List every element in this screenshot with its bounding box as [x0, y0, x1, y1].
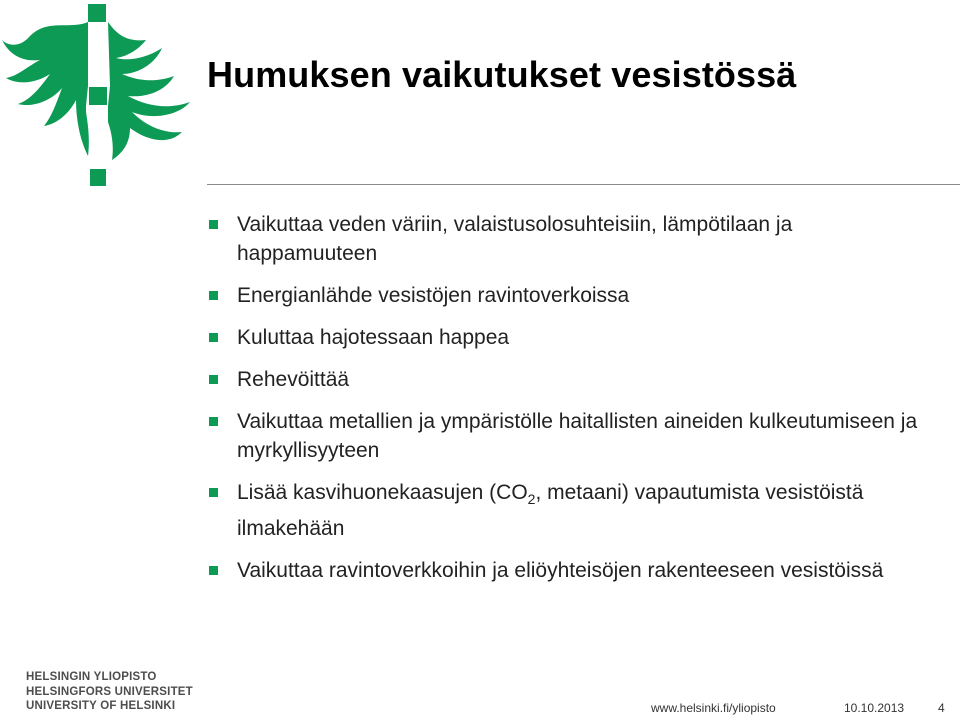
square-bullet-icon — [209, 333, 218, 342]
bullet-item — [207, 407, 927, 465]
bullet-text — [237, 481, 863, 540]
bullet-text: Kuluttaa hajotessaan happea — [237, 326, 510, 349]
square-bullet-icon — [209, 417, 218, 426]
footer-url: www.helsinki.fi/yliopisto — [651, 701, 776, 715]
slide-title: Humuksen vaikutukset vesistössä — [207, 54, 797, 95]
bullet-text: Vaikuttaa ravintoverkkoihin ja eliöyhteisöjen rakenteeseen vesistöissä — [237, 559, 884, 582]
title-divider — [207, 184, 960, 185]
square-bullet-icon — [209, 566, 218, 575]
bullet-item — [207, 365, 927, 394]
bullet-item — [207, 478, 927, 543]
bullet-text-pre: Lisää kasvihuonekaasujen (CO — [237, 481, 528, 504]
page-number: 4 — [938, 701, 945, 715]
bullet-item — [207, 210, 927, 268]
university-wordmark — [26, 670, 193, 714]
bullet-text: Energianlähde vesistöjen ravintoverkoissa — [237, 284, 630, 307]
bullet-item — [207, 281, 927, 310]
bullet-list — [207, 210, 927, 598]
bullet-text: Vaikuttaa veden väriin, valaistusolosuhteisiin, lämpötilaan ja happamuuteen — [237, 213, 793, 265]
subscript-two: 2 — [527, 491, 536, 507]
square-bullet-icon — [209, 291, 218, 300]
square-bullet-icon — [209, 488, 218, 497]
square-bullet-icon — [209, 375, 218, 384]
wordmark-line-fi: HELSINGIN YLIOPISTO — [26, 671, 157, 683]
square-bullet-icon — [209, 220, 218, 229]
bullet-text-post: , metaani) vapautumista vesistöistä ilmakehään — [237, 481, 864, 540]
footer-date: 10.10.2013 — [844, 701, 905, 715]
university-logo-icon — [0, 0, 200, 190]
wordmark-line-sv: HELSINGFORS UNIVERSITET — [26, 685, 193, 698]
bullet-item — [207, 323, 927, 352]
bullet-text: Vaikuttaa metallien ja ympäristölle haitallisten aineiden kulkeutumiseen ja myrkyllisyyteen — [237, 410, 918, 462]
bullet-item — [207, 556, 927, 585]
bullet-text: Rehevöittää — [237, 368, 350, 391]
wordmark-line-en: UNIVERSITY OF HELSINKI — [26, 700, 176, 712]
